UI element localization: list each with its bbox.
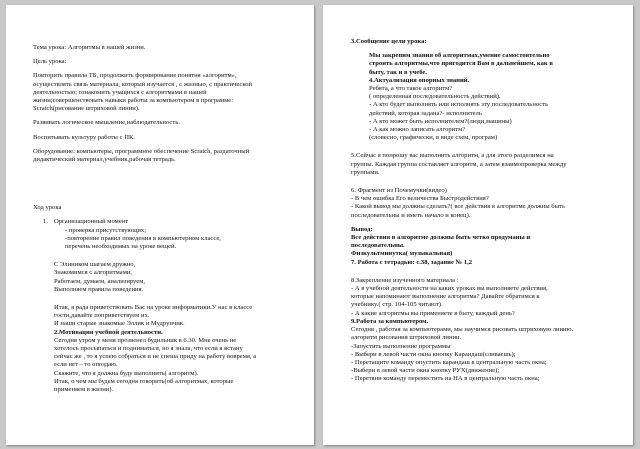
section9-heading: 9.Работа за компьютером. bbox=[351, 317, 429, 325]
culture-text: Воспитывать культуру работы с ПК. bbox=[33, 133, 136, 141]
conclusion-text: Все действия в алгоритме должны быть четко продуманы и последовательны. bbox=[351, 234, 531, 250]
section9-text: Сегодня , работая за компьютерами, мы научимся рисовать штриховую линию. алгоритм рисования штриховой линии. -Запустить выполнение программы - Выбери в левой части окна кнопку Карандаш(сливаешь); - Перетащите команду опустить карандаш в центральную часть окна; -Выбери в левой части окна кнопку РУХ(движение); - Перетяни команду переместить на НА в центральную часть окна; bbox=[351, 326, 574, 383]
section8-text: 8.Закрепление изученного материала : - А в учебной деятельности на каких уроках вы выполняете действия, которые напоминают выполнение алгоритма? Давайте обратимся к учебнику.( стр. 104-105 читают). - А какие алгоритмы вы применяете в быту, каждый день? bbox=[351, 276, 548, 317]
list-number: 1. bbox=[43, 218, 48, 226]
goal-message-heading: 3.Сообщение цели урока: bbox=[351, 38, 427, 45]
goal-text: Повторить правила ТБ, продолжить формирование понятия «алгоритм», осуществлять связь материала, который изучается , с жизнью, с практической деятельностью; ознакомить учащихся с алгоритмами в нашей жизни;совершенствовать навыки работы за компьютером в программе: Scratch(рисование штриховой линии). bbox=[33, 72, 253, 113]
left-page-content bbox=[33, 44, 295, 394]
goal-heading: Цель урока: bbox=[33, 58, 67, 66]
list-item bbox=[33, 218, 295, 226]
lesson-topic: Тема урока: Алгоритмы в нашей жизни. bbox=[33, 44, 146, 51]
course-heading: Ход урока bbox=[33, 204, 62, 212]
actualization-heading: 4.Актуализация опорных знаний. bbox=[369, 76, 470, 84]
greeting-text: Итак, я рада приветствовать Вас на уроке информатики.У нас в классе гости,давайте поприветствуем их. И наши старые знакомые Эллик и Мудрунчик. bbox=[54, 304, 253, 328]
equipment-text: Оборудование: компьютеры, программное обеспечение Scratch, раздаточный дидактический материал,учебник,рабочая тетрадь. bbox=[33, 147, 250, 164]
poem-text: С Элиником шагаем дружно, Знакомимся с алгоритмами, Работаем, думаем, анализируем, Выполняем правила поведения. bbox=[54, 261, 146, 293]
section5-text: 5.Сейчас я попрошу вас выполнить алгоритм, а для этого разделимся на группы. Каждая группа составляет алгоритм, а затем взаимопроверка между группами. bbox=[351, 152, 567, 176]
item1-lines: - проверка присутствующих; -повторение правил поведения в компьютерном классе, перечень необходимых на уроке вещей. bbox=[65, 226, 221, 251]
conclusion-heading: Вывод: bbox=[351, 225, 373, 233]
course-list bbox=[33, 218, 295, 226]
document-page-left bbox=[6, 5, 314, 445]
section7-text: 7. Работа с тетрадью: с.38, задание № 1,2 bbox=[351, 258, 473, 266]
document-page-right bbox=[323, 5, 633, 445]
fizkult-text: Физкультминутка( музыкальная) bbox=[351, 250, 453, 258]
goal-message-text: Мы закрепим знания об алгоритмах,умение самостоятельно строить алгоритмы,что пригодится Вам в дальнейшем, как в быту, так и в учебе. bbox=[369, 52, 553, 76]
motivation-heading: 2.Мотивация учебной деятельности. bbox=[54, 328, 163, 336]
actualization-text: Ребята, а что такое алгоритм? ( определенная последовательность действий). - А кто будет выполнять или исполнять эту последовательность действий, которая задана?- исполнитель - А кто может быть исполнителем?(люди,машины) - А как можно записать алгоритм? (словесно, графически, в виде схем, програм) bbox=[369, 85, 549, 142]
right-page-content bbox=[351, 38, 615, 384]
develop-text: Развивать логическое мышление,наблюдательность. bbox=[33, 119, 180, 127]
item1-title: Организационный момент bbox=[54, 218, 129, 226]
motivation-text: Сегодня утром у меня прозвенел будильник в 6.30. Мне очень не хотелось просыпаться и подниматься, но я знала, что если я встану сейчас же , то я успею собраться и не спеша приду на работу вовремя, а если нет – то опоздаю. Скажите, что я должна буду выполнить( алгоритм). Итак, о чем мы будем сегодня говорить(об алгоритмах, которые применяем в жизни). bbox=[54, 336, 257, 394]
section6-text: 6. Фрагмент из Почемучки(видео) - В чем ошибка Его величества Быстродействия? - Какой вывод мы должны сделать?( все действия в алгоритме должны быть последовательны и иметь начало и конец). bbox=[351, 187, 565, 219]
